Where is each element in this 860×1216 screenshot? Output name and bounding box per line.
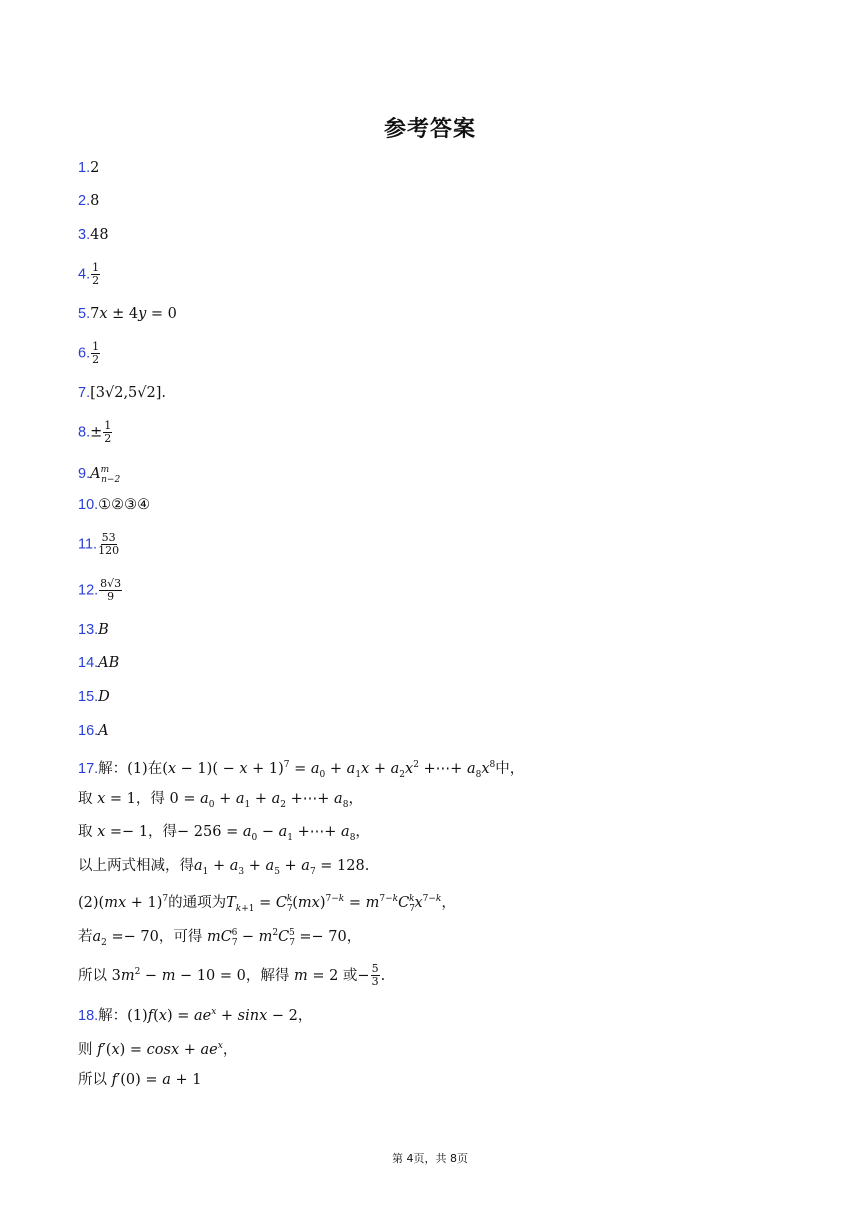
answer-number: 4. — [78, 266, 91, 283]
answer-16: 16.A — [78, 723, 109, 739]
page-footer: 第 4页，共 8页 — [392, 1152, 468, 1165]
answer-4: 4. $\frac{1}{2}$ — [78, 261, 100, 287]
answer-2: 2.8 — [78, 193, 100, 209]
answer-number: 18. — [78, 1007, 99, 1024]
answer-number: 9. — [78, 465, 91, 482]
q18-line-1: 18.解：$(1)f(x) = ae^x + \sin x - 2$， — [78, 1007, 313, 1024]
answer-5: 5.7x ± 4y = 0 — [78, 306, 177, 322]
answer-number: 1. — [78, 160, 91, 176]
answer-7: 7.[3√2,5√2]. — [78, 385, 167, 401]
answer-9: $9.A^m_{n-2}$ — [78, 465, 121, 485]
answer-8: 8.± $\frac{1}{2}$ — [78, 419, 112, 445]
answer-number: 14. — [78, 655, 99, 671]
answer-10: 10.①②③④ — [78, 497, 151, 513]
answer-number: 5. — [78, 306, 91, 322]
answer-14: 14.AB — [78, 655, 120, 671]
q17-line-5: (2)(mx + 1)$^7$的通项为$T_{k+1} = C_7^k(mx)^{7-k} = m^{7-k}C_7^kx^{7-k}$， — [78, 894, 456, 914]
answer-number: 6. — [78, 345, 91, 362]
answer-number: 3. — [78, 227, 91, 243]
q18-line-3: 所以 f′(0) = a + 1 — [78, 1072, 202, 1088]
answer-3: 3.48 — [78, 227, 109, 243]
answer-6: 6. $\frac{1}{2}$ — [78, 340, 100, 366]
answer-number: 15. — [78, 689, 99, 705]
q17-line-6: 若$a_2 =- 70$，可得 $mC_7^6 - m^2C_7^5 =- 70$， — [78, 928, 362, 948]
answer-12: 12. $\frac{8√3}{9}$ — [78, 577, 122, 603]
answer-number: 17. — [78, 760, 99, 777]
answer-number: 12. — [78, 582, 99, 599]
answer-11: 11. $\frac{53}{120}$ — [78, 531, 120, 557]
q17-line-1: 17.解：(1)在$(x - 1)( - x + 1)^7 = a_0 + a_1x + a_2x^2$ +⋯+ $a_8x^8$中， — [78, 760, 525, 780]
answer-number: 11. — [78, 536, 98, 553]
answer-number: 7. — [78, 385, 91, 401]
q17-line-4: 以上两式相减，得$a_1 + a_3 + a_5 + a_7 = 128$. — [78, 858, 370, 877]
answer-number: 2. — [78, 193, 91, 209]
answer-number: 8. — [78, 424, 91, 441]
answer-13: 13.B — [78, 622, 109, 638]
answer-number: 16. — [78, 723, 99, 739]
answer-1: 1.2 — [78, 160, 100, 176]
q17-line-3: 取 x =− 1，得− $256 = a_0 - a_1$ +⋯+ $a_8$， — [78, 824, 370, 843]
q17-line-7: 所以 $3m^2 - m - 10 = 0$，解得 m = 2 或− $\frac{5}{3}$ . — [78, 962, 386, 989]
q17-line-2: 取 x = 1，得 $0 = a_0 + a_1 + a_2$ +⋯+ $a_8$， — [78, 791, 363, 810]
answer-15: 15.D — [78, 689, 110, 705]
answer-number: 13. — [78, 622, 99, 638]
q18-line-2: 则 $f'(x) = \cos x + ae^x$， — [78, 1041, 238, 1058]
page-title: 参考答案 — [383, 117, 476, 142]
answer-number: 10. — [78, 497, 99, 513]
